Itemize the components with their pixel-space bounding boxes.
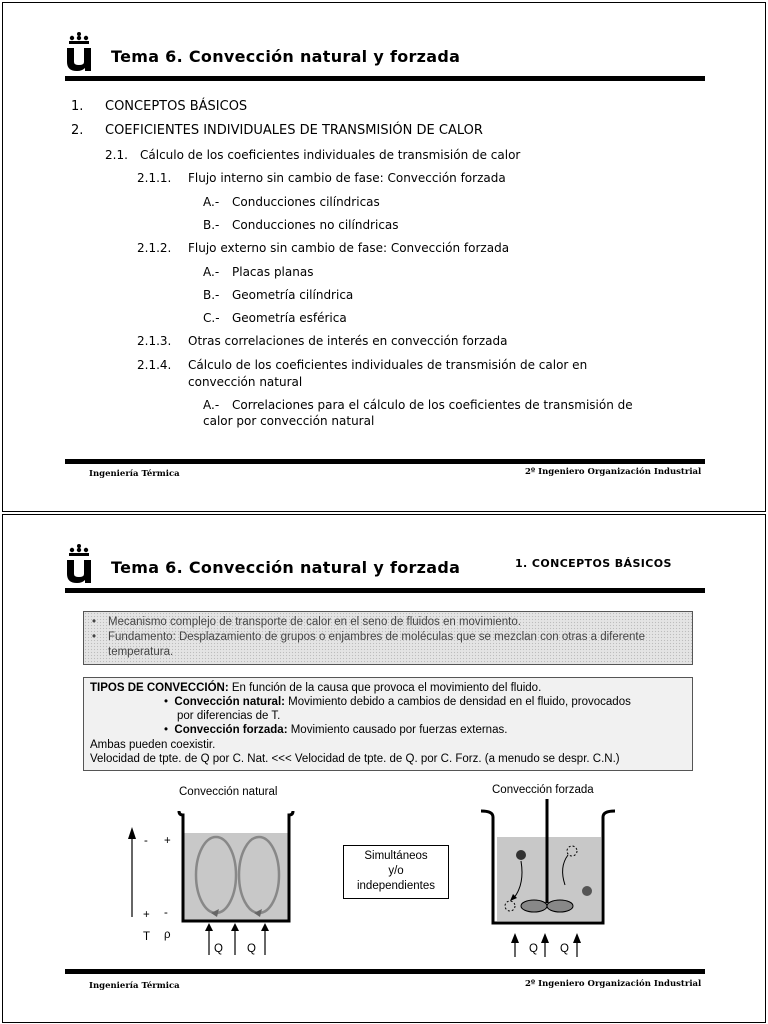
list-item-cont: temperatura. [108,646,174,658]
footer-program: 2º Ingeniero Organización Industrial [525,467,702,477]
section-tag: 1. CONCEPTOS BÁSICOS [515,557,672,570]
heat-label: Q [529,943,538,955]
toc-item-text: Flujo interno sin cambio de fase: Convección forzada [188,171,506,185]
footer-rule [65,969,705,974]
axis-sign: + [143,909,150,921]
toc-item: A.- [203,265,220,279]
footer-program: 2º Ingeniero Organización Industrial [525,979,702,989]
toc-item-text: CONCEPTOS BÁSICOS [105,99,248,114]
axis-sign: - [144,835,148,847]
velocity-text: Velocidad de tpte. de Q por C. Nat. <<< Velocidad de tpte. de Q. por C. Forz. (a menudo se despr. C.N.) [90,753,620,765]
slide-2 [2,514,766,1023]
footer-rule [65,459,705,464]
toc-item-text: Placas planas [232,265,314,279]
page-title: Tema 6. Convección natural y forzada [111,47,461,66]
axis-t-label: T [143,931,151,943]
toc-item-text: Flujo externo sin cambio de fase: Convección forzada [188,241,510,255]
toc-item: 2.1.3. [137,334,172,348]
natural-convection-label: Convección natural [179,786,278,798]
list-item: • Mecanismo complejo de transporte de calor en el seno de fluidos en movimiento. [92,616,521,628]
axis-rho-label: ρ [164,929,171,941]
university-logo-icon [65,31,93,71]
university-logo-icon [65,543,93,583]
forced-item: • Convección forzada: Movimiento causado por fuerzas externas. [164,724,508,736]
toc-item-text: Cálculo de los coeficientes individuales de transmisión de calor [140,148,521,162]
toc-item: 2.1.4. [137,358,172,372]
list-item: • Fundamento: Desplazamiento de grupos o enjambres de moléculas que se mezclan con otras a diferente [92,631,645,643]
toc-item-text: Geometría cilíndrica [232,288,354,302]
toc-item: A.- [203,398,220,412]
toc-item: B.- [203,218,220,232]
toc-item-text: Geometría esférica [232,311,347,325]
header-rule [65,588,705,593]
heat-label: Q [560,943,569,955]
toc-item: 2.1.2. [137,241,172,255]
axis-sign: + [164,835,171,847]
toc-item: 1. [71,99,84,114]
toc-item: 2.1. [105,148,128,162]
toc-item-text: Conducciones no cilíndricas [232,218,399,232]
toc-item-text: calor por convección natural [203,414,375,428]
natural-item-cont: por diferencias de T. [177,710,281,722]
definition-box [83,611,693,665]
types-heading: TIPOS DE CONVECCIÓN: En función de la causa que provoca el movimiento del fluido. [90,682,542,694]
center-line: y/o [388,865,404,877]
forced-convection-diagram [473,799,633,965]
center-line: Simultáneos [364,850,428,862]
axis-sign: - [164,907,168,919]
heat-label: Q [214,943,223,955]
toc-item-text: Cálculo de los coeficientes individuales de transmisión de calor en [188,358,588,372]
toc-item: 2. [71,123,84,138]
header-rule [65,76,705,81]
toc-item: B.- [203,288,220,302]
toc-item: 2.1.1. [137,171,172,185]
toc-item-text: COEFICIENTES INDIVIDUALES DE TRANSMISIÓN DE CALOR [105,123,483,138]
toc-item: A.- [203,195,220,209]
toc-item-text: Correlaciones para el cálculo de los coeficientes de transmisión de [232,398,633,412]
forced-convection-label: Convección forzada [492,784,594,796]
simultaneous-box [343,845,449,899]
convection-types-box [83,677,693,771]
toc-item-text: convección natural [188,375,303,389]
coexist-text: Ambas pueden coexistir. [90,739,216,751]
toc-item-text: Otras correlaciones de interés en convección forzada [188,334,508,348]
heat-label: Q [247,943,256,955]
toc-item: C.- [203,311,220,325]
footer-course: Ingeniería Térmica [89,981,180,991]
natural-item: • Convección natural: Movimiento debido a cambios de densidad en el fluido, provocados [164,696,631,708]
center-line: independientes [356,880,435,892]
page-title: Tema 6. Convección natural y forzada [111,558,461,577]
footer-course: Ingeniería Térmica [89,469,180,479]
slide-1 [2,2,766,512]
toc-item-text: Conducciones cilíndricas [232,195,380,209]
